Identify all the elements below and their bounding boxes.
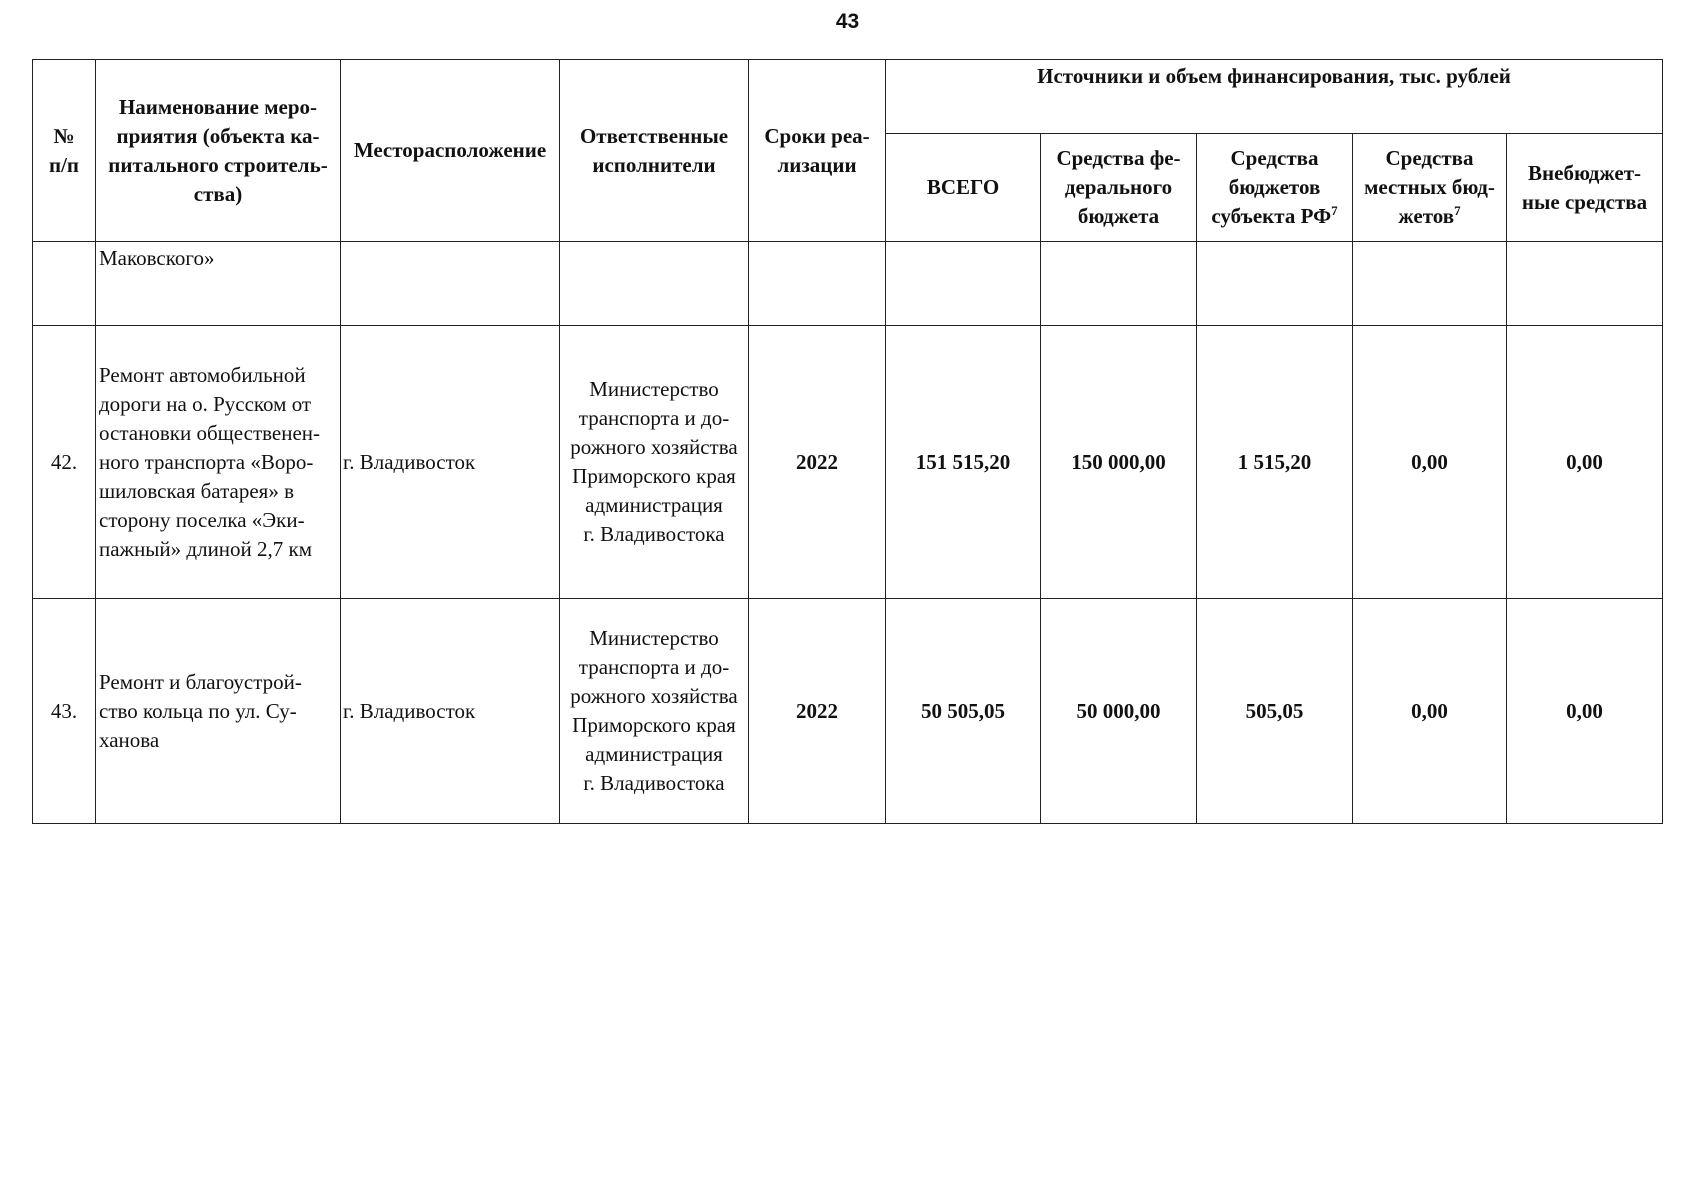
header-total: ВСЕГО <box>886 134 1041 242</box>
responsible: Министерство транспорта и до- рожного хозяйства Приморского края администрация г. Владивостока <box>560 599 749 824</box>
header-subject: Средства бюджетов субъекта $РФ^7$ <box>1197 134 1353 242</box>
amount-extra-budget: 0,00 <box>1507 599 1663 824</box>
year: 2022 <box>749 326 886 599</box>
table-header <box>33 60 1663 242</box>
location: г. Владивосток <box>341 599 560 824</box>
amount-local: 0,00 <box>1353 599 1507 824</box>
amount-subject: 1 515,20 <box>1197 326 1353 599</box>
table-row <box>33 326 1663 599</box>
table-row <box>33 599 1663 824</box>
header-local: Средства местных бюд- жетов$^7$ <box>1353 134 1507 242</box>
footnote-marker: 7 <box>1331 203 1338 218</box>
header-timing: Сроки реа- лизации <box>749 60 886 242</box>
header-number: № п/п <box>33 60 96 242</box>
header-responsible: Ответственные исполнители <box>560 60 749 242</box>
amount-extra-budget: 0,00 <box>1507 326 1663 599</box>
event-name: Ремонт и благоустрой- ство кольца по ул. Су- ханова <box>96 599 341 824</box>
row-number: 43. <box>33 599 96 824</box>
table-row <box>33 242 1663 326</box>
amount-total: 50 505,05 <box>886 599 1041 824</box>
event-name: Маковского» <box>96 242 341 326</box>
location: г. Владивосток <box>341 326 560 599</box>
header-event-name: Наименование меро- приятия (объекта ка- питального строитель- ства) <box>96 60 341 242</box>
amount-local: 0,00 <box>1353 326 1507 599</box>
amount-subject: 505,05 <box>1197 599 1353 824</box>
header-location: Месторасположение <box>341 60 560 242</box>
amount-federal: 50 000,00 <box>1041 599 1197 824</box>
year: 2022 <box>749 599 886 824</box>
responsible: Министерство транспорта и до- рожного хозяйства Приморского края администрация г. Владивостока <box>560 326 749 599</box>
amount-total: 151 515,20 <box>886 326 1041 599</box>
header-federal: Средства фе- дерального бюджета <box>1041 134 1197 242</box>
header-sources: Источники и объем финансирования, тыс. рублей <box>886 60 1663 134</box>
header-extra-budget: Внебюджет- ные средства <box>1507 134 1663 242</box>
row-number: 42. <box>33 326 96 599</box>
financing-table <box>32 59 1663 824</box>
footnote-marker: 7 <box>1454 203 1461 218</box>
page-number: 43 <box>835 10 860 33</box>
event-name: Ремонт автомобильной дороги на о. Русском от остановки общественен- ного транспорта «Воро- шиловская батарея» в сторону поселка «Эки- пажный» длиной 2,7 км <box>96 326 341 599</box>
amount-federal: 150 000,00 <box>1041 326 1197 599</box>
